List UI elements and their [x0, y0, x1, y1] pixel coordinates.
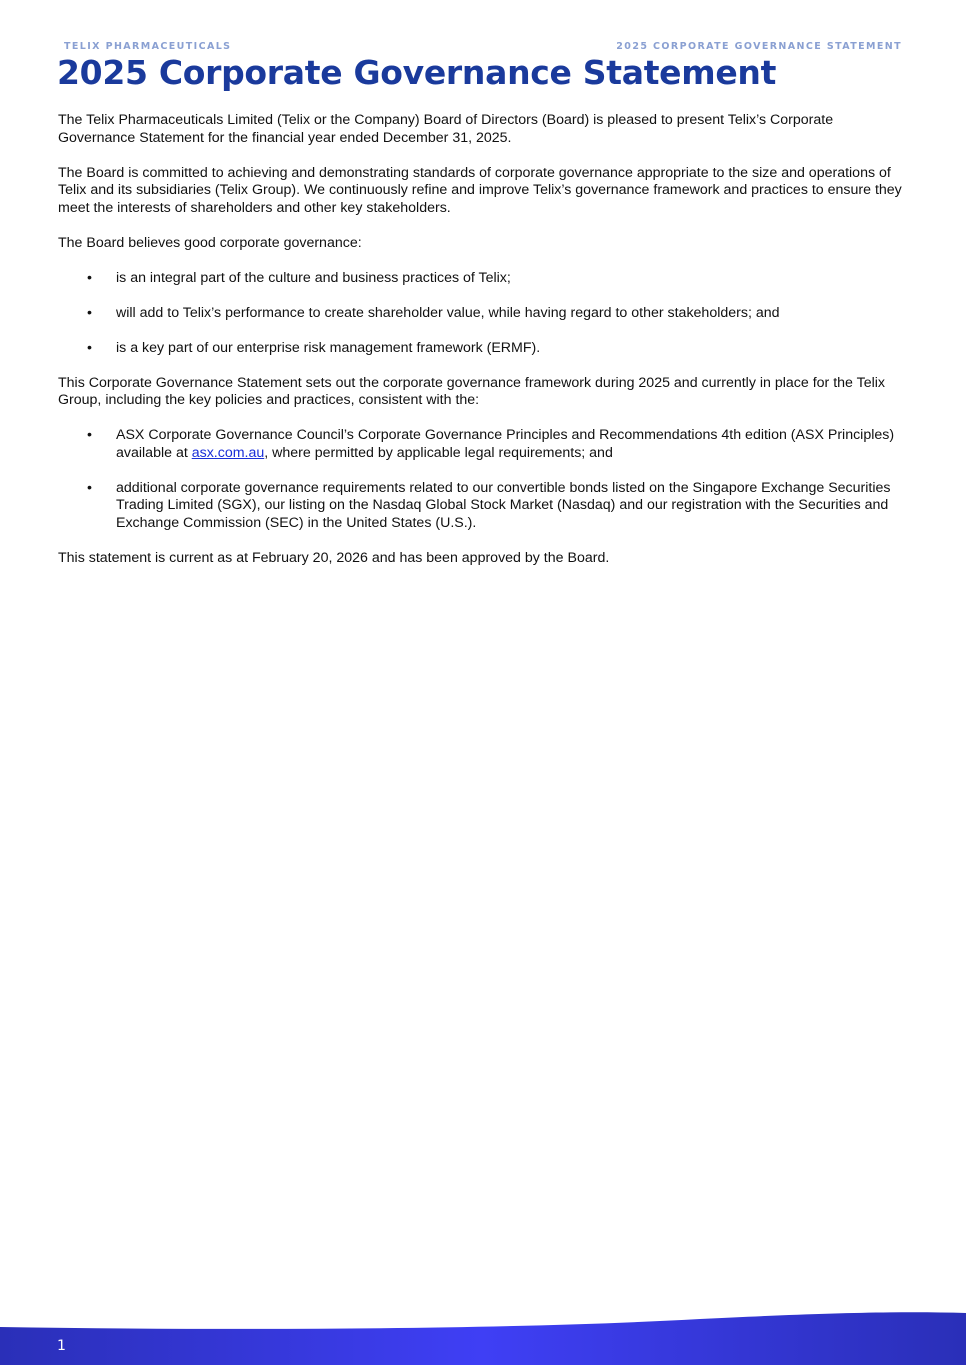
running-header-right: 2025 CORPORATE GOVERNANCE STATEMENT [616, 41, 902, 52]
list-item [58, 340, 910, 358]
framework-lead-paragraph: This Corporate Governance Statement sets out the corporate governance framework during 2025 and currently in place for the Telix Group, including the key policies and practices, consistent with the: [58, 374, 886, 408]
list-item-text: will add to Telix’s performance to create shareholder value, while having regard to other stakeholders; and [116, 304, 780, 321]
bullet-icon: • [87, 304, 92, 321]
footer-wave [0, 1305, 966, 1365]
bullet-icon: • [87, 479, 92, 496]
list-item-text: is an integral part of the culture and business practices of Telix; [116, 269, 511, 286]
bullet-icon: • [87, 269, 92, 286]
list-item [58, 305, 910, 323]
belief-list [58, 270, 910, 358]
bullet-icon: • [87, 427, 92, 443]
list-item [58, 427, 910, 462]
belief-lead-paragraph: The Board believes good corporate governance: [58, 234, 362, 251]
list-item [58, 270, 910, 288]
list-item-text: is a key part of our enterprise risk management framework (ERMF). [116, 339, 541, 356]
bullet-icon: • [87, 339, 92, 356]
statement-body [58, 112, 910, 585]
list-item [58, 480, 910, 533]
asx-link[interactable]: asx.com.au [191, 444, 265, 461]
asx-text-after: , where permitted by applicable legal requirements; and [264, 444, 613, 461]
asx-text-before: ASX Corporate Governance Council’s Corporate Governance Principles and Recommendations 4th edition (ASX Principles) available at [116, 427, 895, 461]
running-header-left: TELIX PHARMACEUTICALS [64, 41, 232, 52]
page-number: 1 [57, 1338, 66, 1354]
list-item-text: additional corporate governance requirements related to our convertible bonds listed on the Singapore Exchange Securities Trading Limited (SGX), our listing on the Nasdaq Global Stock Market (Nasdaq) and our registration with the Securities and Exchange Commission (SEC) in the United States (U.S.). [116, 479, 891, 531]
page-title: 2025 Corporate Governance Statement [57, 53, 777, 92]
commitment-paragraph: The Board is committed to achieving and demonstrating standards of corporate governance appropriate to the size and operations of Telix and its subsidiaries (Telix Group). We continuously refine and improve Telix’s governance framework and practices to ensure they meet the interests of shareholders and other key stakeholders. [58, 164, 902, 216]
framework-list [58, 427, 910, 532]
footer-band [0, 1305, 966, 1365]
closing-paragraph: This statement is current as at February 20, 2026 and has been approved by the Board. [58, 549, 610, 566]
intro-paragraph: The Telix Pharmaceuticals Limited (Telix or the Company) Board of Directors (Board) is pleased to present Telix’s Corporate Governance Statement for the financial year ended December 31, 2025. [58, 112, 834, 146]
